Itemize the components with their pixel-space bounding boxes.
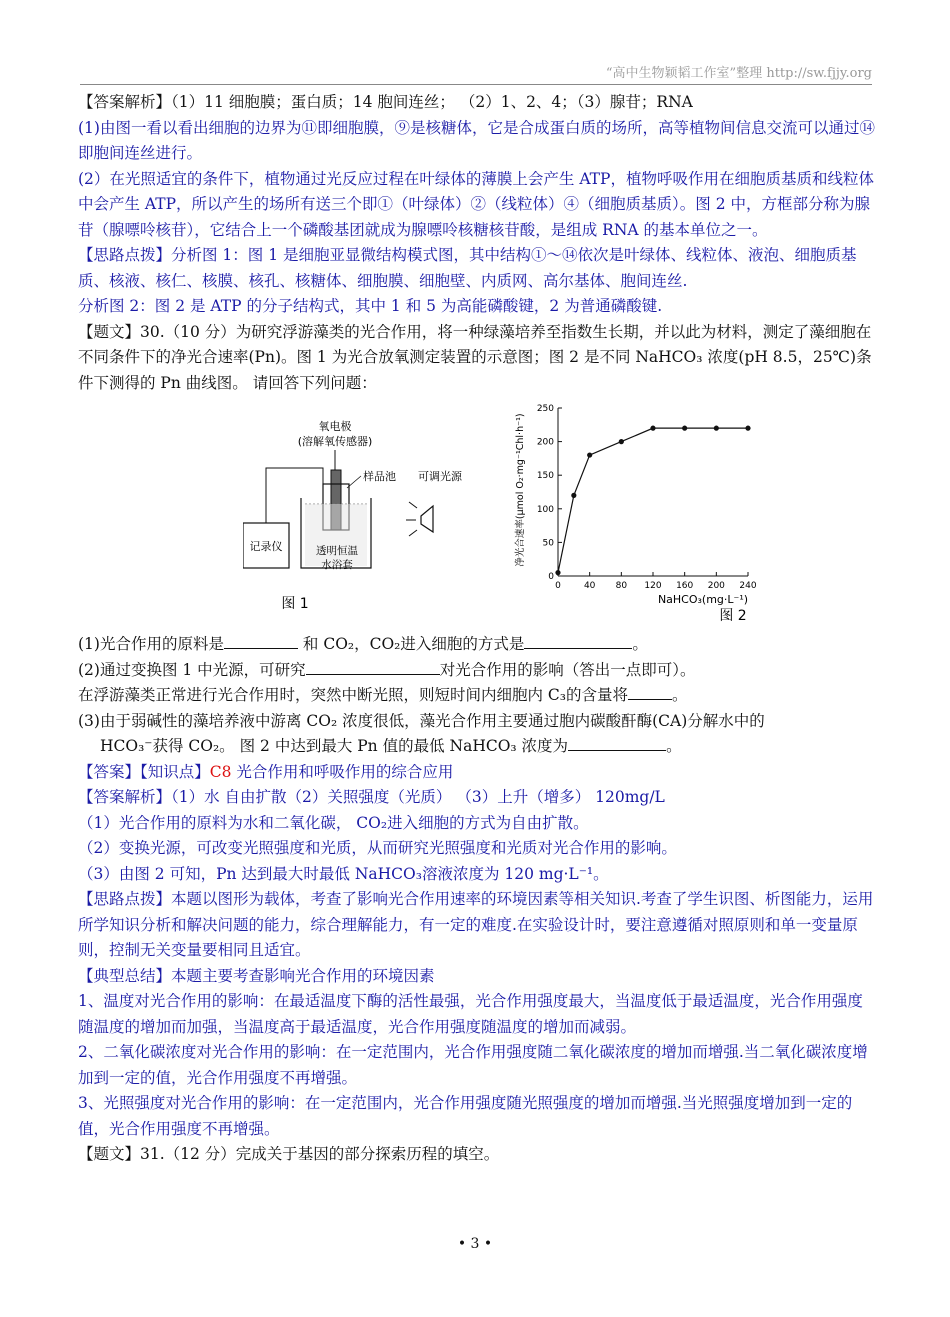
pn-data-point [745, 426, 750, 431]
answer-blank-5[interactable] [568, 734, 666, 751]
light-source-icon [421, 506, 433, 532]
pn-series-line [558, 428, 748, 572]
summary-point-2: 2、二氧化碳浓度对光合作用的影响：在一定范围内，光合作用强度随二氧化碳浓度的增加而增强.当二氧化碳浓度增加到一定的值，光合作用强度不再增强。 [78, 1043, 868, 1087]
pn-data-point [619, 439, 624, 444]
y-tick-label: 0 [548, 572, 554, 582]
x-tick-label: 160 [676, 581, 694, 591]
y-tick-label: 250 [536, 404, 554, 414]
pn-data-point [555, 570, 560, 575]
figure-1-caption: 图 1 [281, 596, 309, 612]
q2-text-a: (2)通过变换图 1 中光源，可研究 [78, 660, 306, 679]
x-tick-label: 80 [615, 581, 628, 591]
summary-point-3: 3、光照强度对光合作用的影响：在一定范围内，光合作用强度随光照强度的增加而增强.当光照强度增加到一定的值，光合作用强度不再增强。 [78, 1094, 853, 1138]
knowledge-code: C8 [209, 762, 232, 781]
analysis-paragraph-1: (1)由图一看以看出细胞的边界为⑪即细胞膜，⑨是核糖体，它是合成蛋白质的场所，高等植物间信息交流可以通过⑭即胞间连丝进行。 [78, 118, 875, 162]
y-tick-label: 50 [542, 538, 554, 549]
answer-blank-2[interactable] [524, 632, 632, 649]
y-axis-label: 净光合速率(μmol O₂·mg⁻¹Chl·h⁻¹) [515, 413, 526, 567]
x-tick-label: 200 [707, 581, 725, 591]
light-label: 可调光源 [418, 470, 462, 483]
thinking-tips-paragraph: 【思路点拨】分析图 1：图 1 是细胞亚显微结构模式图，其中结构①～⑭依次是叶绿体、线粒体、液泡、细胞质基质、核液、核仁、核膜、核孔、核糖体、细胞膜、细胞壁、内质网、高尔基体、胞间连丝. [78, 246, 857, 290]
knowledge-topic: 光合作用和呼吸作用的综合应用 [231, 762, 454, 781]
x-tick-label: 0 [555, 581, 561, 591]
answer-analysis-line: 【答案解析】（1）11 细胞膜；蛋白质；14 胞间连丝； （2）1、2、4；（3）腺苷；RNA [78, 93, 693, 111]
q3-text-c: 。 [666, 737, 682, 755]
thinking-tips: 【思路点拨】本题以图形为载体，考查了影响光合作用速率的环境因素等相关知识.考查了学生识图、析图能力，运用所学知识分析和解决问题的能力，综合理解能力，有一定的难度.在实验设计时，要注意遵循对照原则和单一变量原则，控制无关变量要相同且适宜。 [78, 890, 874, 959]
q2c-text-a: 在浮游藻类正常进行光合作用时，突然中断光照，则短时间内细胞内 C₃的含量将 [78, 686, 629, 704]
x-tick-label: 120 [644, 581, 662, 591]
pn-data-point [587, 452, 592, 457]
q2-text-b: 对光合作用的影响（答出一点即可）。 [439, 660, 696, 679]
sample-label: 样品池 [363, 470, 396, 483]
y-tick-label: 200 [536, 437, 554, 448]
y-tick-label: 100 [536, 504, 554, 515]
figure-row [78, 398, 875, 626]
bath-label-1: 透明恒温 [316, 545, 358, 557]
analysis-paragraph-2: (2）在光照适宜的条件下，植物通过光反应过程在叶绿体的薄膜上会产生 ATP，植物呼吸作用在细胞质基质和线粒体中会产生 ATP，所以产生的场所有送三个即①（叶绿体）②（线粒体）④（细胞质基质）。图 2 中，方框部分称为腺苷（腺嘌呤核苷），它结合上一个磷酸基团就成为腺嘌呤核糖核苷酸，是组成 RNA 的基本单位之一。 [78, 169, 874, 239]
page-number: • 3 • [457, 1236, 493, 1252]
header-source: “高中生物颖韬工作室”整理 http://sw.fjjy.org [605, 66, 872, 81]
question-30-stem: 【题文】30.（10 分）为研究浮游藻类的光合作用，将一种绿藻培养至指数生长期，并以此为材料，测定了藻细胞在不同条件下的净光合速率(Pn)。图 1 为光合放氧测定装置的示意图；图 2 是不同 NaHCO₃ 浓度(pH 8.5，25℃)条件下测得的 Pn 曲线图。 请回答下列问题： [78, 322, 872, 392]
pn-data-point [571, 493, 576, 498]
recorder-label: 记录仪 [249, 540, 283, 553]
q1-text-c: 。 [632, 635, 648, 653]
answer-blank-4[interactable] [628, 683, 672, 700]
figure-2-caption: 图 2 [719, 608, 747, 622]
pn-data-point [714, 426, 719, 431]
bath-label-2: 水浴套 [321, 559, 353, 571]
page-content [78, 90, 875, 1168]
pn-data-point [650, 426, 655, 431]
analysis-figure-2: 分析图 2：图 2 是 ATP 的分子结构式，其中 1 和 5 为高能磷酸键，2 为普通磷酸键. [78, 297, 663, 315]
question-30-part-3: (3)由于弱碱性的藻培养液中游离 CO₂ 浓度很低，藻光合作用主要通过胞内碳酸酐酶(CA)分解水中的 [78, 711, 765, 730]
q2c-text-b: 。 [672, 686, 688, 704]
answer-knowledge-line [78, 760, 875, 786]
answer-blank-3[interactable] [306, 658, 440, 675]
figure-2-chart [503, 398, 763, 622]
x-tick-label: 240 [739, 581, 757, 591]
summary-point-1: 1、温度对光合作用的影响：在最适温度下酶的活性最强，光合作用强度最大，当温度低于最适温度，光合作用强度随温度的增加而加强，当温度高于最适温度，光合作用强度随温度的增加而减弱。 [78, 992, 863, 1036]
page-header [80, 62, 872, 85]
answer-knowledge-prefix: 【答案】【知识点】 [78, 762, 210, 781]
q3-text-b: HCO₃⁻获得 CO₂。 图 2 中达到最大 Pn 值的最低 NaHCO₃ 浓度为 [100, 737, 569, 755]
question-30-part-2b [78, 683, 875, 709]
light-ray-3 [409, 530, 417, 536]
figure-1-apparatus [243, 418, 473, 620]
answer-explanation-line: 【答案解析】（1）水 自由扩散（2）关照强度（光质） （3）上升（增多） 120mg/L [78, 788, 665, 806]
answer-blank-1[interactable] [224, 632, 298, 649]
y-tick-label: 150 [536, 471, 554, 482]
question-31-stem: 【题文】31.（12 分）完成关于基因的部分探索历程的填空。 [78, 1145, 500, 1163]
typical-summary: 【典型总结】本题主要考查影响光合作用的环境因素 [78, 966, 435, 985]
question-30-part-2 [78, 658, 875, 684]
sensor-label: (溶解氧传感器) [297, 435, 373, 448]
explanation-2: （2）变换光源，可改变光照强度和光质，从而研究光照强度和光质对光合作用的影响。 [78, 839, 677, 857]
electrode-label: 氧电极 [318, 420, 352, 433]
sample-pointer [347, 476, 361, 488]
x-axis-label: NaHCO₃(mg·L⁻¹) [657, 593, 749, 606]
light-ray-1 [409, 502, 417, 508]
question-30-part-1 [78, 632, 875, 658]
q1-text-a: (1)光合作用的原料是 [78, 635, 224, 653]
explanation-1: （1）光合作用的原料为水和二氧化碳， CO₂进入细胞的方式为自由扩散。 [78, 813, 589, 832]
q1-text-b: 和 CO₂，CO₂进入细胞的方式是 [302, 635, 525, 653]
explanation-3: （3）由图 2 可知，Pn 达到最大时最低 NaHCO₃溶液浓度为 120 mg·L⁻¹。 [78, 864, 609, 883]
question-30-part-3b [78, 734, 875, 760]
x-tick-label: 40 [583, 581, 596, 591]
pn-data-point [682, 426, 687, 431]
